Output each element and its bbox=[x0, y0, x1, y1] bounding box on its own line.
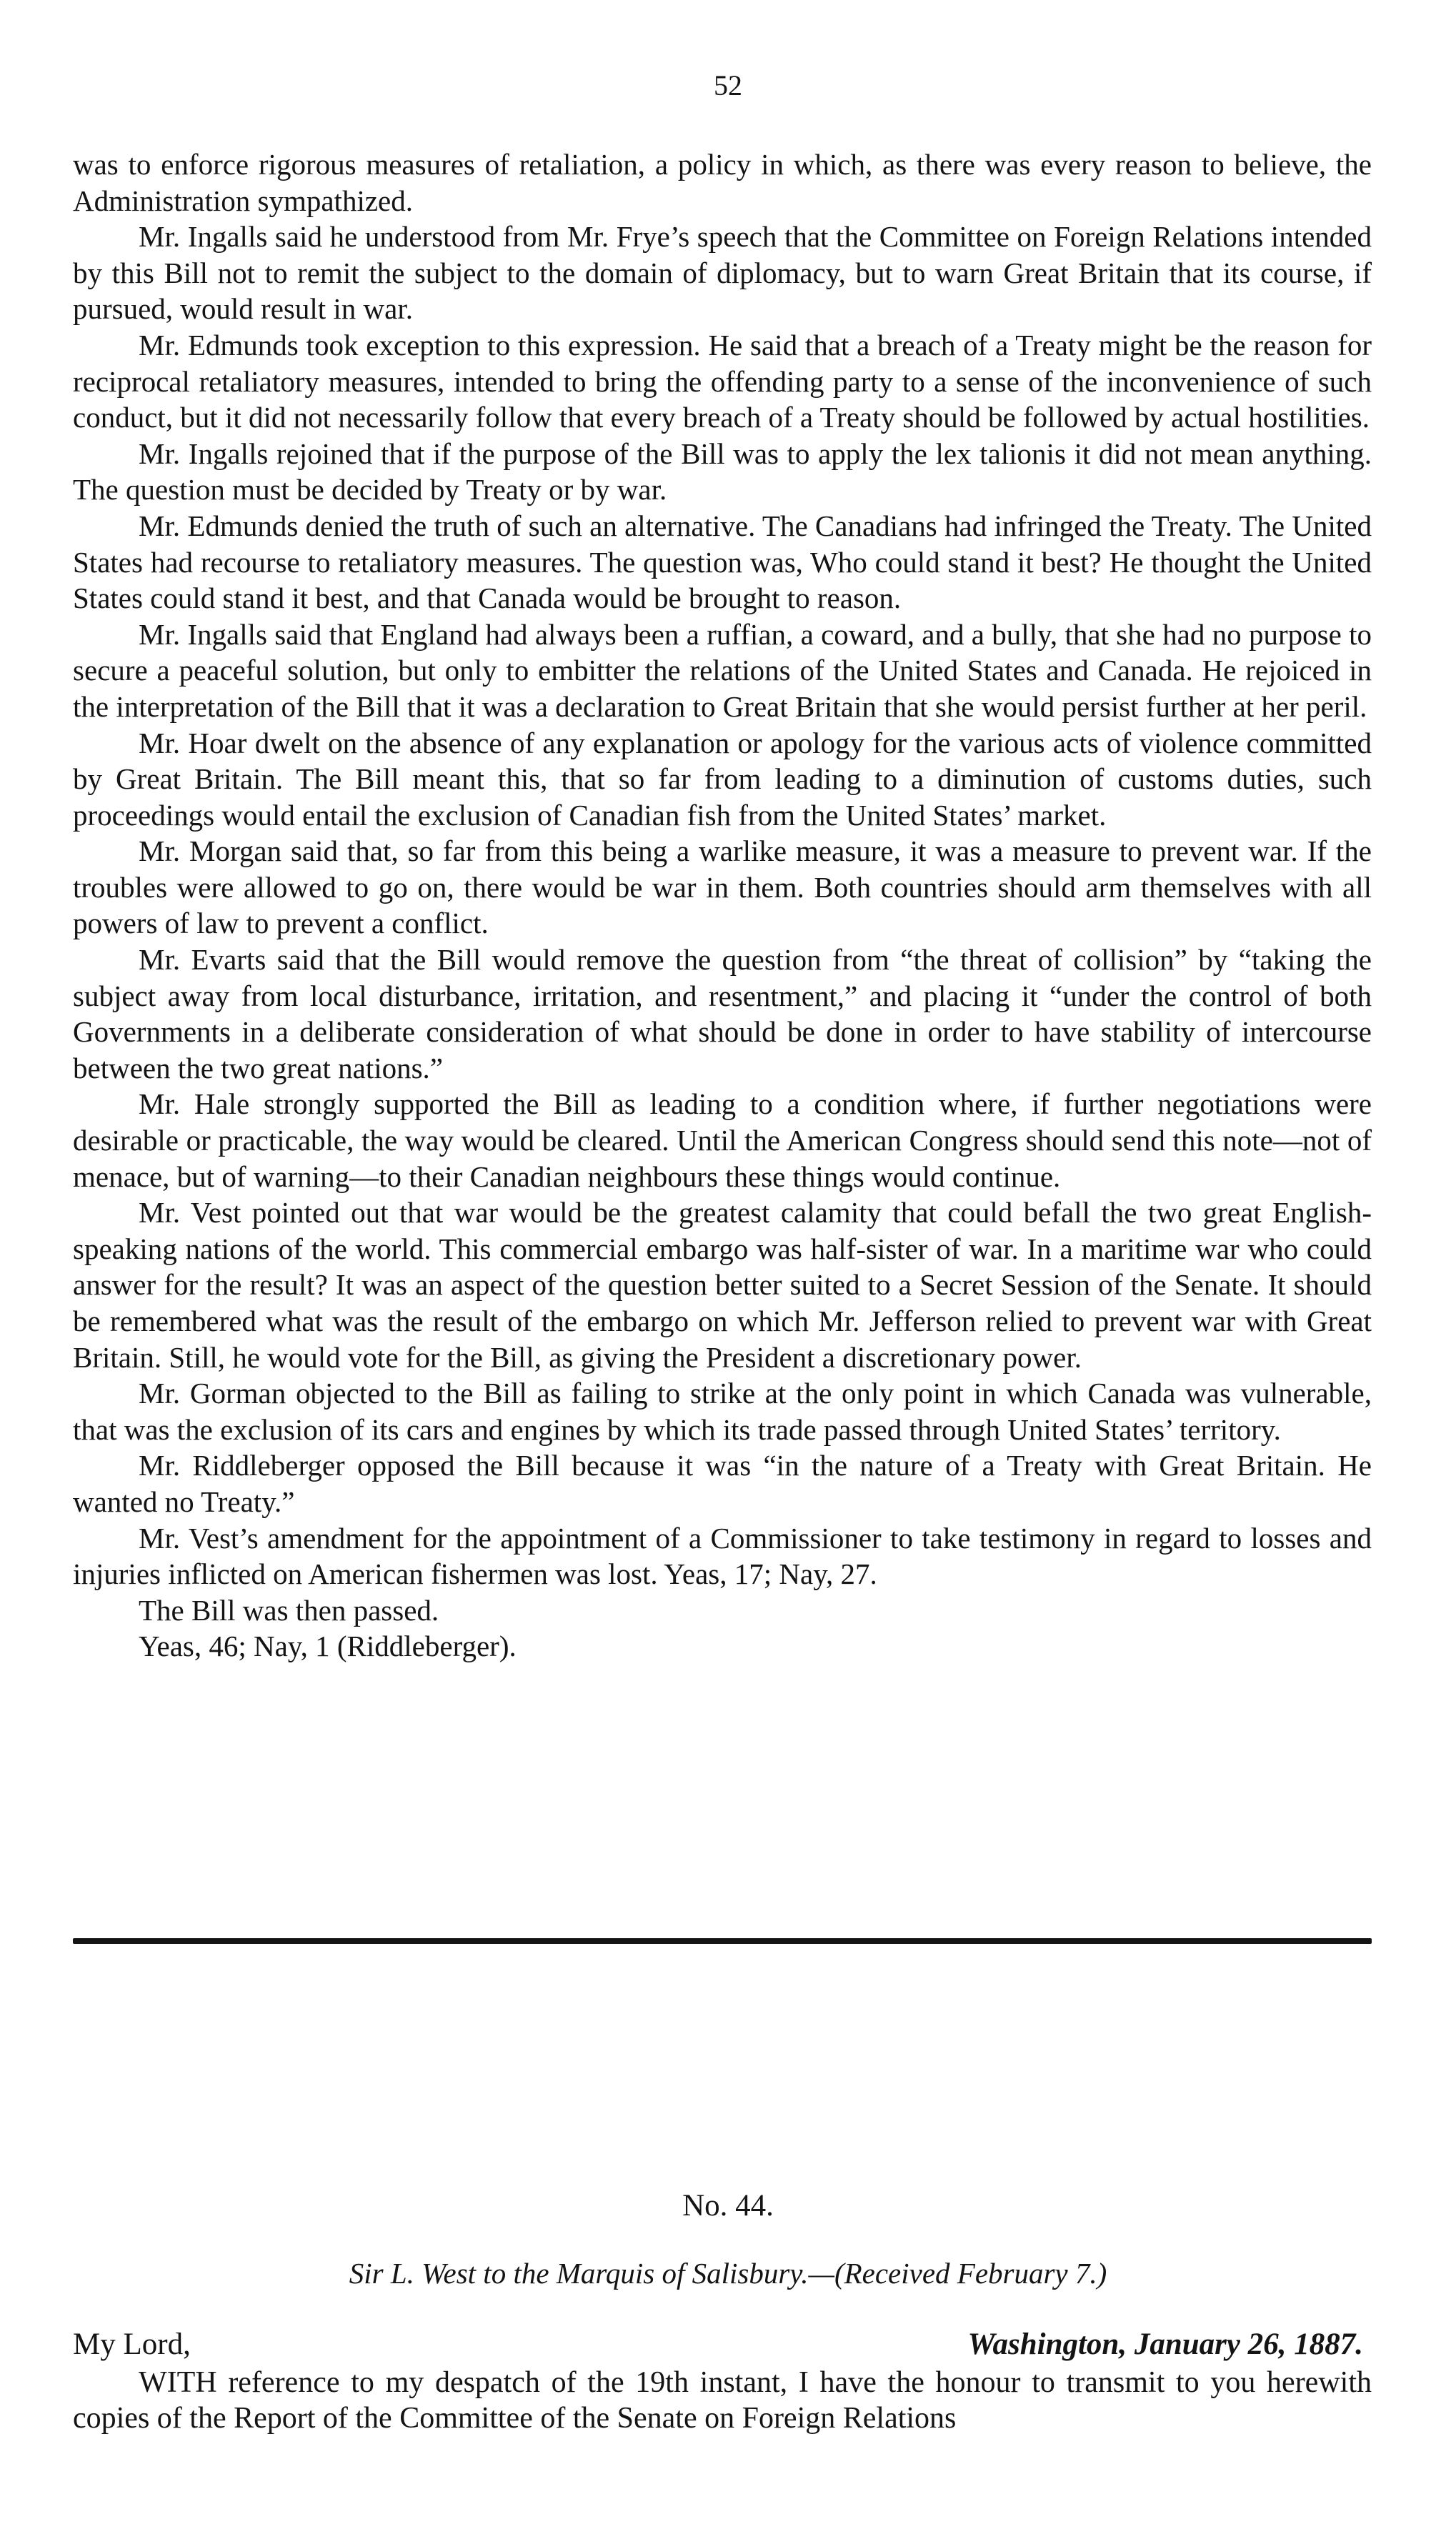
letter-opening-paragraph: WITH reference to my despatch of the 19th instant, I have the honour to transmit to you herewith copies of the Report of the Committee of the Senate on Foreign Relations bbox=[73, 2366, 1372, 2435]
paragraph: Mr. Morgan said that, so far from this being a warlike measure, it was a measure to prevent war. If the troubles were allowed to go on, there would be war in them. Both countries should arm themselves with all powers of law to prevent a conflict. bbox=[73, 834, 1372, 940]
paragraph: Mr. Ingalls said he understood from Mr. Frye’s speech that the Committee on Foreign Relations intended by this Bill not to remit the subject to the domain of diplomacy, but to warn Great Britain that its course, if pursued, would result in war. bbox=[73, 220, 1372, 326]
paragraph: Mr. Edmunds denied the truth of such an alternative. The Canadians had infringed the Treaty. The United States had recourse to retaliatory measures. The question was, Who could stand it best? He thought the United States could stand it best, and that Canada would be brought to reason. bbox=[73, 509, 1372, 615]
body-text bbox=[73, 146, 1372, 1665]
despatch-number: No. 44. bbox=[682, 2189, 774, 2223]
section-divider bbox=[73, 1938, 1372, 1944]
paragraph: Mr. Vest’s amendment for the appointment of a Commissioner to take testimony in regard to losses and injuries inflicted on American fishermen was lost. Yeas, 17; Nay, 27. bbox=[73, 1521, 1372, 1591]
despatch-heading: Sir L. West to the Marquis of Salisbury.—(Received February 7.) bbox=[349, 2257, 1107, 2290]
paragraph: Mr. Ingalls said that England had always been a ruffian, a coward, and a bully, that she had no purpose to secure a peaceful solution, but only to embitter the relations of the United States and Canada. He rejoiced in the interpretation of the Bill that it was a declaration to Great Britain that she would persist further at her peril. bbox=[73, 617, 1372, 723]
paragraph: Mr. Evarts said that the Bill would remove the question from “the threat of collision” by “taking the subject away from local disturbance, irritation, and resentment,” and placing it “under the control of both Governments in a deliberate consideration of what should be done in order to have stability of intercourse between the two great nations.” bbox=[73, 943, 1372, 1084]
paragraph: Mr. Hale strongly supported the Bill as leading to a condition where, if further negotiations were desirable or practicable, the way would be cleared. Until the American Congress should send this note—not of menace, but of warning—to their Canadian neighbours these things would continue. bbox=[73, 1087, 1372, 1193]
salutation: My Lord, bbox=[73, 2328, 191, 2361]
letter-body bbox=[73, 2365, 1372, 2436]
paragraph: Yeas, 46; Nay, 1 (Riddleberger). bbox=[139, 1630, 517, 1663]
paragraph: was to enforce rigorous measures of retaliation, a policy in which, as there was every reason to believe, the Administration sympathized. bbox=[73, 148, 1372, 217]
place-date: Washington, January 26, 1887. bbox=[967, 2328, 1363, 2361]
page-number: 52 bbox=[714, 69, 742, 101]
paragraph: Mr. Edmunds took exception to this expression. He said that a breach of a Treaty might be the reason for reciprocal retaliatory measures, intended to bring the offending party to a sense of the inconvenience of such conduct, but it did not necessarily follow that every breach of a Treaty should be followed by actual hostilities. bbox=[73, 328, 1372, 434]
paragraph: Mr. Gorman objected to the Bill as failing to strike at the only point in which Canada was vulnerable, that was the exclusion of its cars and engines by which its trade passed through United States’ territory. bbox=[73, 1377, 1372, 1446]
paragraph: Mr. Ingalls rejoined that if the purpose of the Bill was to apply the lex talionis it did not mean anything. The question must be decided by Treaty or by war. bbox=[73, 437, 1372, 507]
paragraph: Mr. Riddleberger opposed the Bill because it was “in the nature of a Treaty with Great Britain. He wanted no Treaty.” bbox=[73, 1449, 1372, 1518]
paragraph: Mr. Vest pointed out that war would be the greatest calamity that could befall the two great English-speaking nations of the world. This commercial embargo was half-sister of war. In a maritime war who could answer for the result? It was an aspect of the question better suited to a Secret Session of the Senate. It should be remembered what was the result of the embargo on which Mr. Jefferson relied to prevent war with Great Britain. Still, he would vote for the Bill, as giving the President a discretionary power. bbox=[73, 1196, 1372, 1374]
paragraph: The Bill was then passed. bbox=[139, 1593, 439, 1627]
paragraph: Mr. Hoar dwelt on the absence of any explanation or apology for the various acts of violence committed by Great Britain. The Bill meant this, that so far from leading to a diminution of customs duties, such proceedings would entail the exclusion of Canadian fish from the United States’ market. bbox=[73, 726, 1372, 832]
